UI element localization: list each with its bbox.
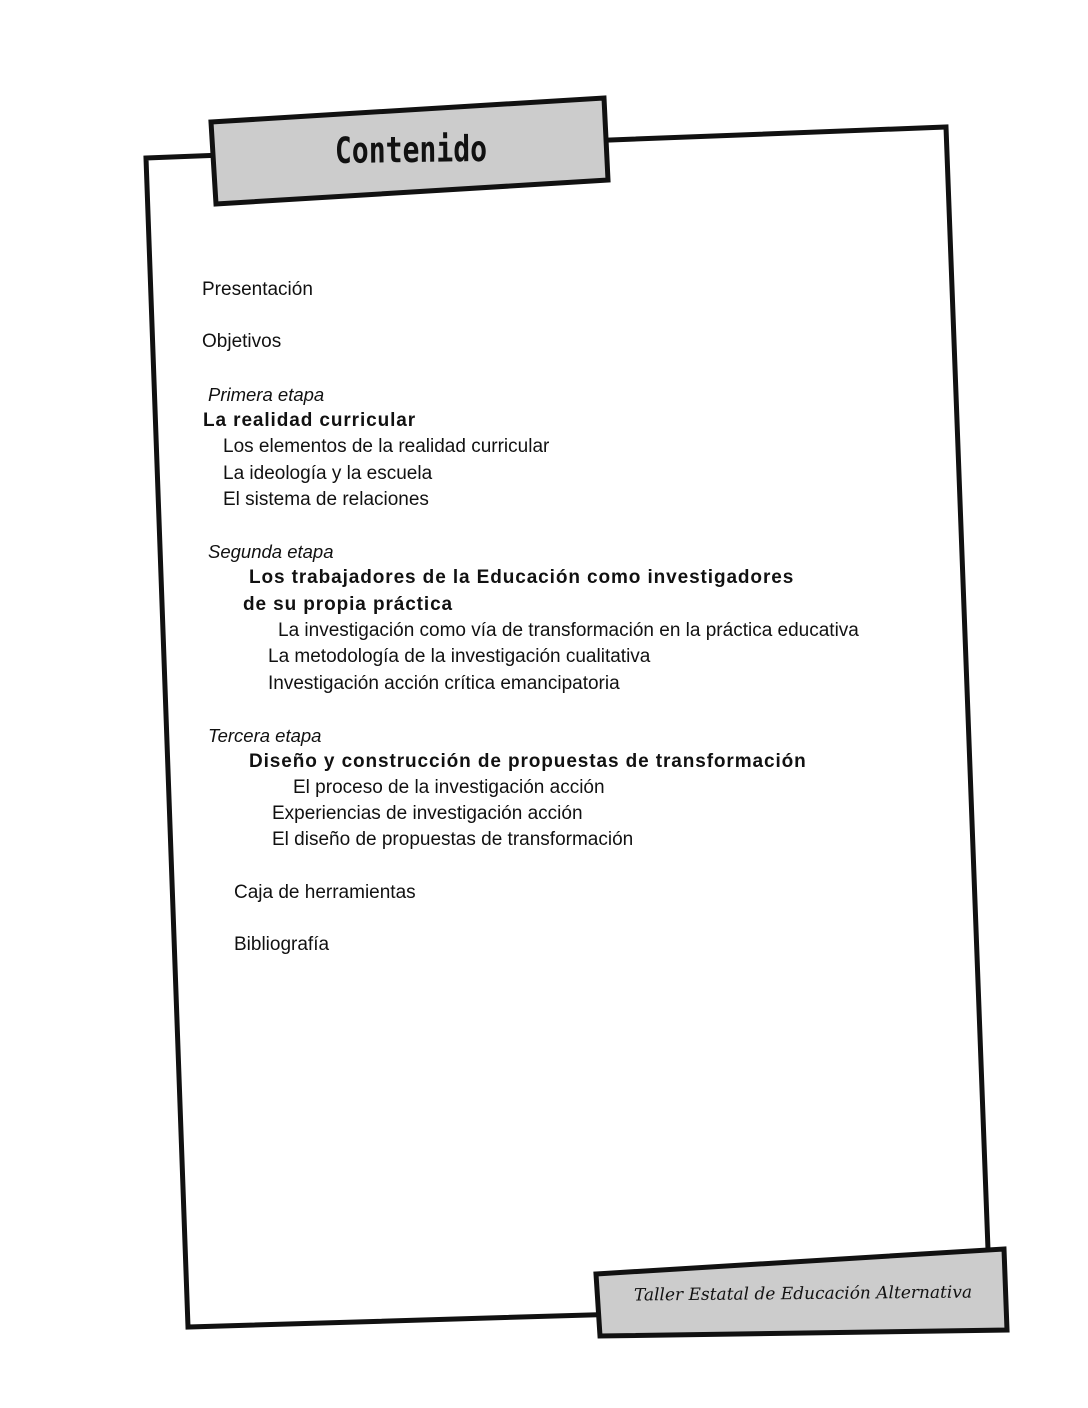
- etapa-label-segunda: Segunda etapa: [208, 541, 334, 562]
- toc-subitem[interactable]: La investigación como vía de transformación en la práctica educativa: [278, 620, 859, 641]
- toc-subitem[interactable]: Experiencias de investigación acción: [272, 803, 583, 824]
- toc-subitem[interactable]: El proceso de la investigación acción: [293, 777, 605, 798]
- toc-item-presentacion[interactable]: Presentación: [202, 279, 313, 300]
- toc-item-objetivos[interactable]: Objetivos: [202, 331, 282, 352]
- etapa-label-tercera: Tercera etapa: [208, 725, 322, 746]
- toc-subitem[interactable]: El diseño de propuestas de transformación: [272, 829, 634, 850]
- toc-subitem[interactable]: La metodología de la investigación cualitativa: [268, 646, 651, 667]
- page-title: Contenido: [334, 128, 488, 173]
- etapa-label-primera: Primera etapa: [208, 384, 325, 405]
- section-title-diseno-construccion[interactable]: Diseño y construcción de propuestas de transformación: [249, 751, 807, 772]
- toc-subitem[interactable]: El sistema de relaciones: [223, 489, 429, 510]
- footer-organization: Taller Estatal de Educación Alternativa: [633, 1282, 973, 1306]
- toc-item-caja-herramientas[interactable]: Caja de herramientas: [234, 882, 416, 903]
- toc-subitem[interactable]: La ideología y la escuela: [223, 463, 433, 484]
- section-title-trabajadores-line1[interactable]: Los trabajadores de la Educación como investigadores: [249, 567, 795, 588]
- toc-subitem[interactable]: Investigación acción crítica emancipatoria: [268, 673, 620, 694]
- toc-subitem[interactable]: Los elementos de la realidad curricular: [223, 436, 550, 457]
- section-title-trabajadores-line2[interactable]: de su propia práctica: [243, 594, 454, 615]
- toc-item-bibliografia[interactable]: Bibliografía: [234, 934, 330, 955]
- section-title-realidad-curricular[interactable]: La realidad curricular: [203, 410, 417, 431]
